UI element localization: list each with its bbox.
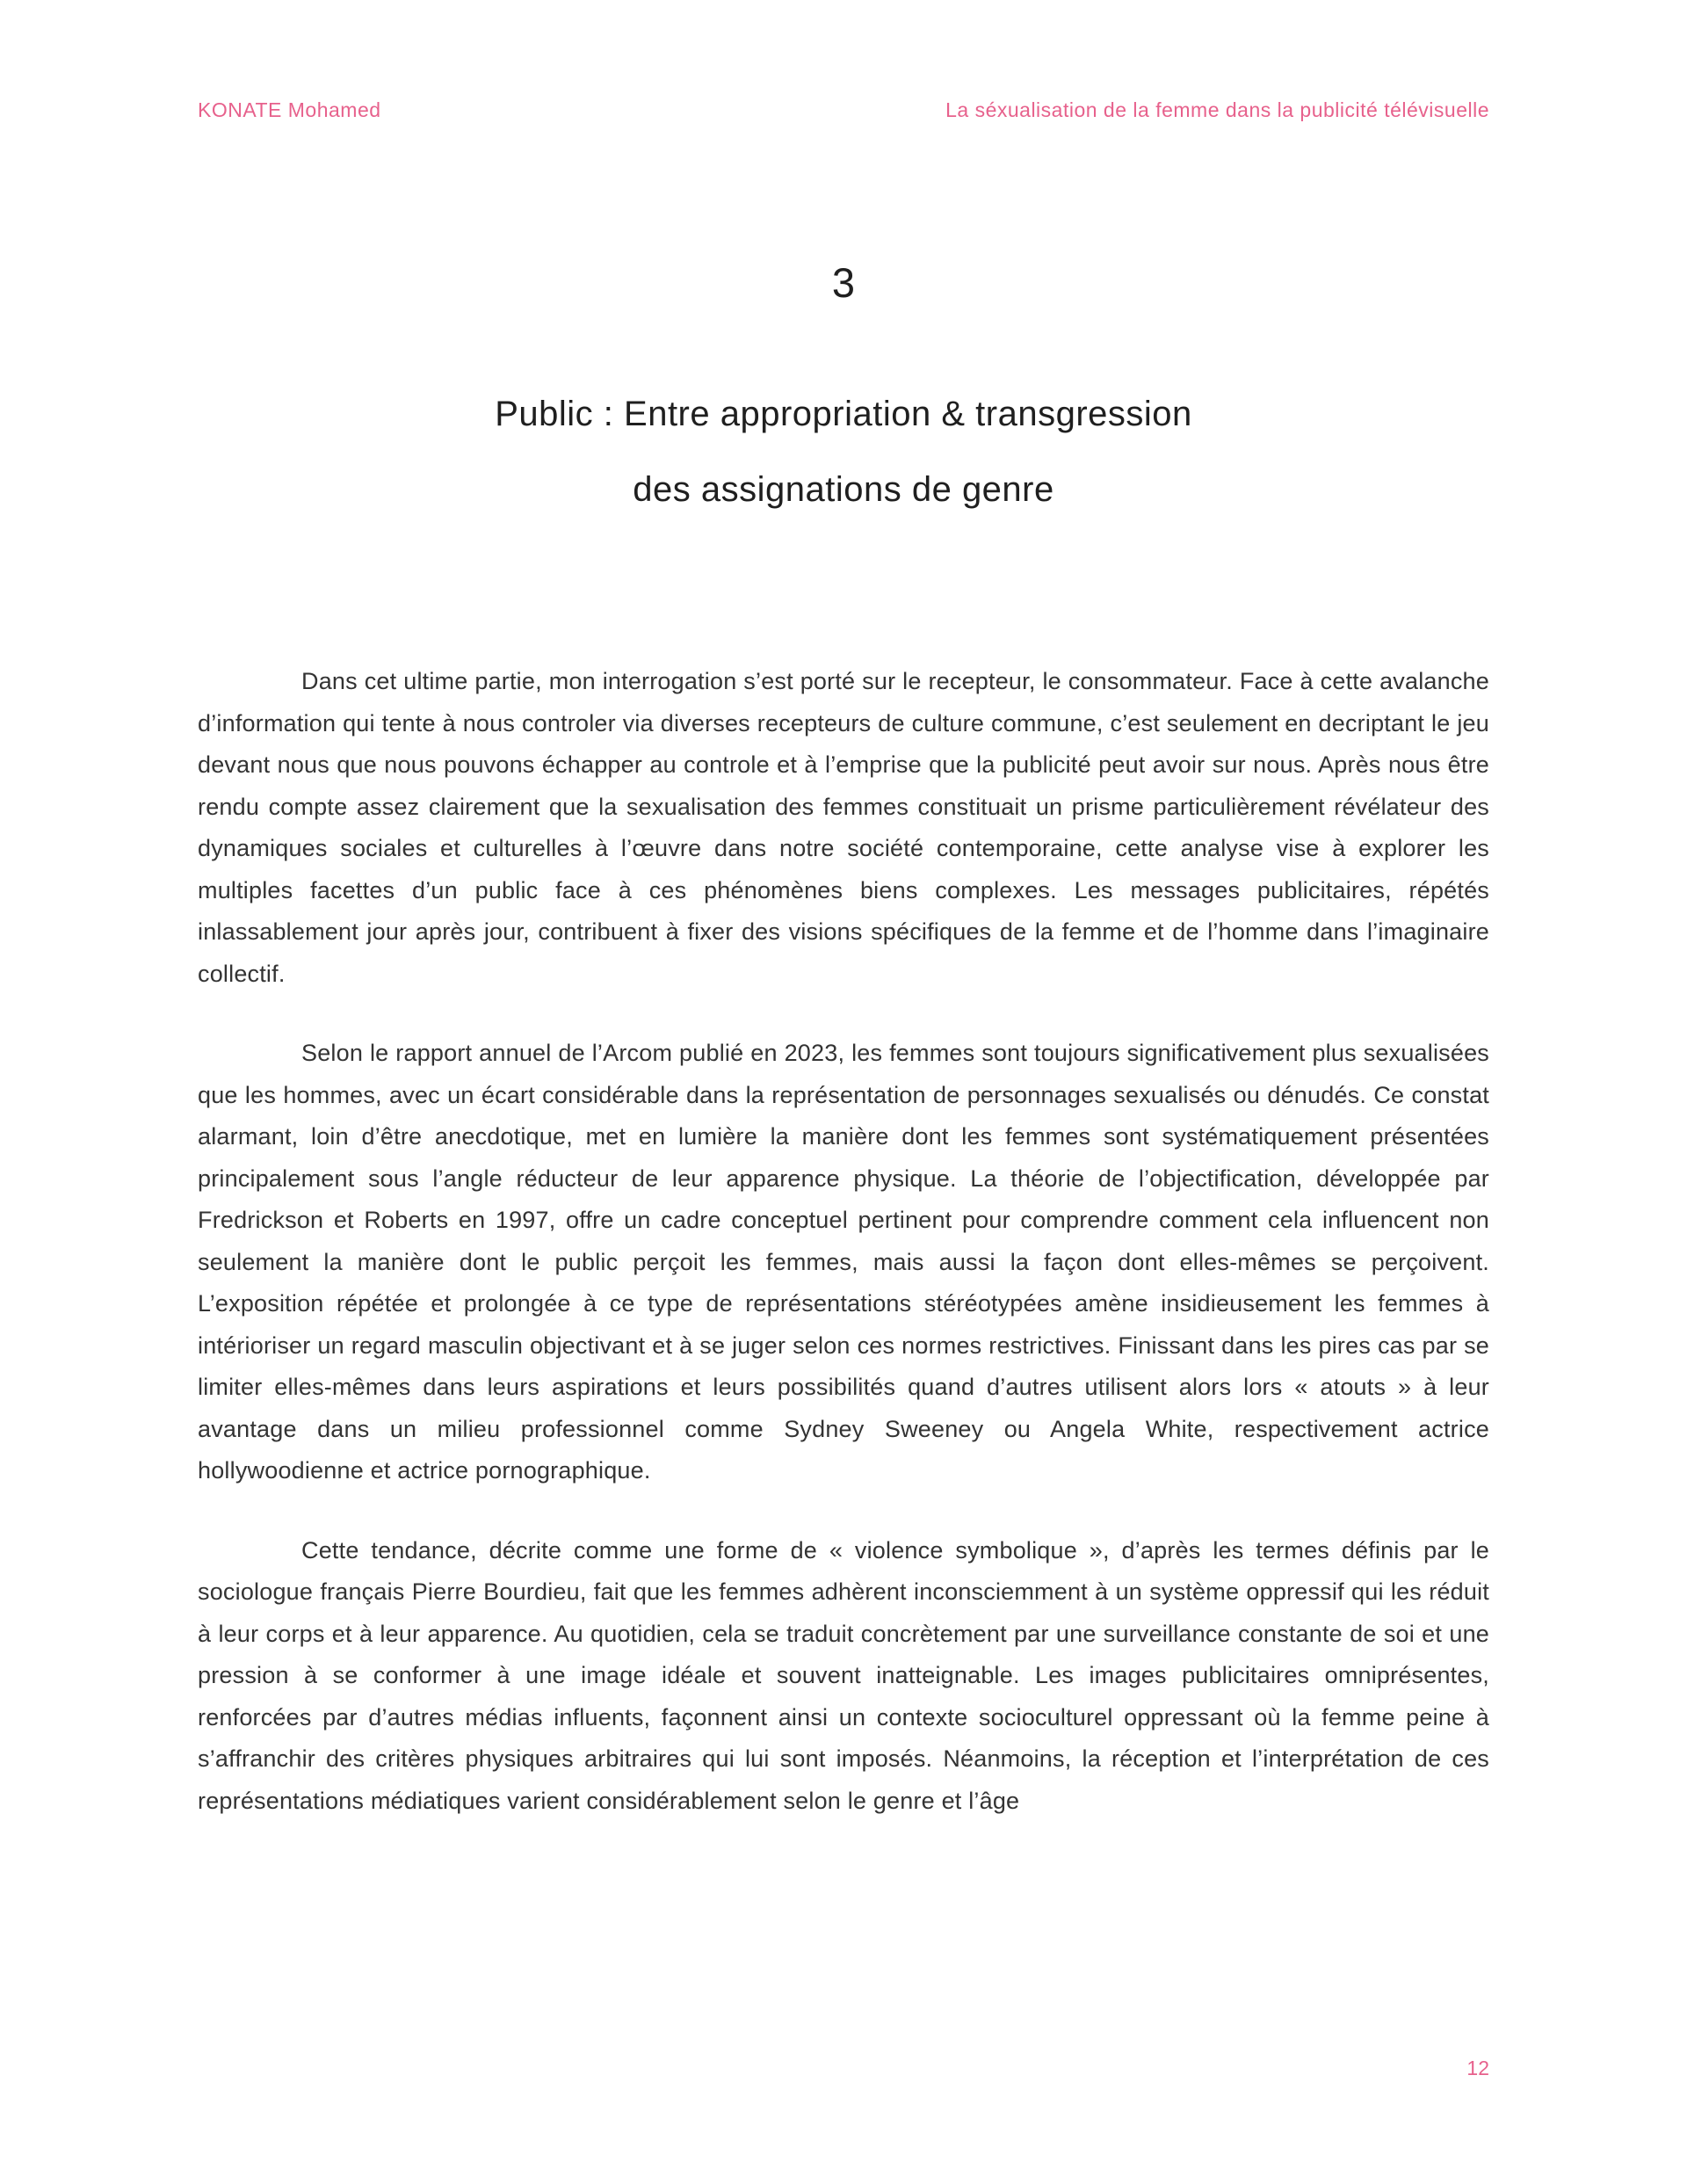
- page-footer: [198, 2057, 1489, 2080]
- chapter-title: [0, 376, 1687, 527]
- header-running-title: La séxualisation de la femme dans la publicité télévisuelle: [945, 98, 1489, 121]
- page-number: 12: [1466, 2057, 1489, 2079]
- paragraph-2: Selon le rapport annuel de l’Arcom publié en 2023, les femmes sont toujours significativement plus sexualisées que les hommes, avec un écart considérable dans la représentation de personnages sexualisés ou dénudés. Ce constat alarmant, loin d’être anecdotique, met en lumière la manière dont les femmes sont systématiquement présentées principalement sous l’angle réducteur de leur apparence physique. La théorie de l’objectification, développée par Fredrickson et Roberts en 1997, offre un cadre conceptuel pertinent pour comprendre comment cela influencent non seulement la manière dont le public perçoit les femmes, mais aussi la façon dont elles-mêmes se perçoivent. L’exposition répétée et prolongée à ce type de représentations stéréotypées amène insidieusement les femmes à intérioriser un regard masculin objectivant et à se juger selon ces normes restrictives. Finissant dans les pires cas par se limiter elles-mêmes dans leurs aspirations et leurs possibilités quand d’autres utilisent alors lors « atouts » à leur avantage dans un milieu professionnel comme Sydney Sweeney ou Angela White, respectivement actrice hollywoodienne et actrice pornographique.: [198, 1040, 1489, 1484]
- chapter-title-line-2: des assignations de genre: [633, 470, 1054, 509]
- paragraph-1: Dans cet ultime partie, mon interrogation s’est porté sur le recepteur, le consommateur. Face à cette avalanche d’information qui tente à nous controler via diverses recepteurs de culture commune, c’est seulement en decriptant le jeu devant nous que nous pouvons échapper au controle et à l’emprise que la publicité peut avoir sur nous. Après nous être rendu compte assez clairement que la sexualisation des femmes constituait un prisme particulièrement révélateur des dynamiques sociales et culturelles à l’œuvre dans notre société contemporaine, cette analyse vise à explorer les multiples facettes d’un public face à ces phénomènes biens complexes. Les messages publicitaires, répétés inlassablement jour après jour, contribuent à fixer des visions spécifiques de la femme et de l’homme dans l’imaginaire collectif.: [198, 668, 1489, 987]
- running-header: [198, 98, 1489, 122]
- chapter-title-line-1: Public : Entre appropriation & transgression: [495, 395, 1192, 433]
- body-text: [198, 661, 1489, 1860]
- header-author: KONATE Mohamed: [198, 98, 381, 121]
- paragraph-3: Cette tendance, décrite comme une forme de « violence symbolique », d’après les termes définis par le sociologue français Pierre Bourdieu, fait que les femmes adhèrent inconsciemment à un système oppressif qui les réduit à leur corps et à leur apparence. Au quotidien, cela se traduit concrètement par une surveillance constante de soi et une pression à se conformer à une image idéale et souvent inatteignable. Les images publicitaires omniprésentes, renforcées par d’autres médias influents, façonnent ainsi un contexte socioculturel oppressant où la femme peine à s’affranchir des critères physiques arbitraires qui lui sont imposés. Néanmoins, la réception et l’interprétation de ces représentations médiatiques varient considérablement selon le genre et l’âge: [198, 1536, 1489, 1814]
- chapter-number: 3: [831, 259, 856, 306]
